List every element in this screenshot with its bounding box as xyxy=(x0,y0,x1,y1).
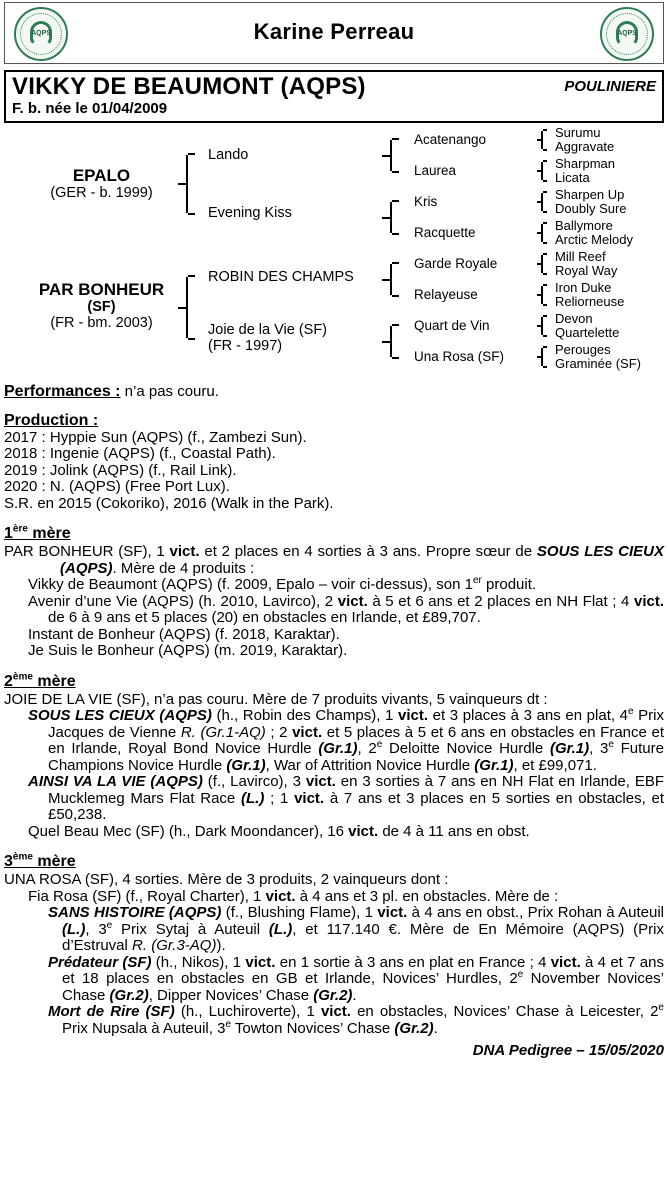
paragraph: JOIE DE LA VIE (SF), n’a pas couru. Mère de 7 produits vivants, 5 vainqueurs dt : xyxy=(4,690,548,708)
node-origin: (FR - 1997) xyxy=(208,338,283,354)
paragraph: Fia Rosa (SF) (f., Royal Charter), 1 vict. à 4 ans et 3 pl. en obstacles. Mère de : xyxy=(28,887,559,905)
bracket xyxy=(390,326,400,357)
birth-line: F. b. née le 01/04/2009 xyxy=(12,100,168,117)
mare3-heading: 3ème mère xyxy=(4,851,76,870)
document-footer: DNA Pedigree – 15/05/2020 xyxy=(472,1042,664,1059)
sire-origin: (GER - b. 1999) xyxy=(50,185,153,201)
mare2-heading: 2ème mère xyxy=(4,671,76,690)
bracket xyxy=(541,255,548,273)
performances-label: Performances : xyxy=(4,383,121,400)
paragraph: Quel Beau Mec (SF) (h., Dark Moondancer), 16 vict. de 4 à 11 ans en obst. xyxy=(28,822,530,840)
bracket xyxy=(390,140,400,171)
pedigree-node: Relayeuse xyxy=(414,287,478,302)
bracket xyxy=(541,286,548,304)
production-line: 2018 : Ingenie (AQPS) (f., Coastal Path). xyxy=(4,445,276,462)
production-section xyxy=(4,412,664,513)
paragraph: AINSI VA LA VIE (AQPS) (f., Lavirco), 3 vict. en 3 sorties à 7 ans en NH Flat en Irlande, EBF Mucklemeg Mars Flat Race (L.) ; 1 vict. à 7 ans et 3 places en 5 sorties en obstacles, et £50,238. xyxy=(28,773,664,823)
header xyxy=(4,2,664,64)
pedigree-node: Garde Royale xyxy=(414,256,498,271)
pedigree-pair: Mill Reef Royal Way xyxy=(555,249,618,278)
sire-name: EPALO xyxy=(72,166,131,185)
pedigree-node: Quart de Vin xyxy=(414,318,490,333)
horse-name: VIKKY DE BEAUMONT (AQPS) xyxy=(12,73,366,100)
pedigree-node: Evening Kiss xyxy=(208,205,292,221)
production-label: Production : xyxy=(4,411,99,429)
pedigree-sire xyxy=(19,167,184,201)
paragraph: Instant de Bonheur (AQPS) (f. 2018, Karaktar). xyxy=(28,625,340,643)
paragraph: Prédateur (SF) (h., Nikos), 1 vict. en 1 sortie à 3 ans en plat en France ; 4 vict. à 4 et 7 ans et 18 places en obstacles en GB et Irlande, Novices’ Hurdles, 2e November Novices’ Chase (Gr.2), Dipper Novices’ Chase (Gr.2). xyxy=(48,953,664,1004)
pedigree-pair: Sharpen Up Doubly Sure xyxy=(555,187,627,216)
pedigree-tree xyxy=(4,125,664,377)
pedigree-node: Lando xyxy=(208,147,249,163)
title-box xyxy=(4,70,664,123)
pedigree-dam xyxy=(19,281,184,331)
bracket xyxy=(186,155,196,213)
pedigree-node: Laurea xyxy=(414,163,457,178)
mare1-section xyxy=(4,525,664,660)
bracket xyxy=(541,224,548,242)
performances-text: n’a pas couru. xyxy=(120,383,219,400)
pedigree-pair: Surumu Aggravate xyxy=(555,125,615,154)
node-name: Joie de la Vie (SF) xyxy=(208,322,328,338)
bracket xyxy=(541,131,548,149)
paragraph: Mort de Rire (SF) (h., Luchiroverte), 1 vict. en obstacles, Novices’ Chase à Leicester, 2e Prix Nupsala à Auteuil, 3e Towton Novices’ Chase (Gr.2). xyxy=(48,1002,664,1037)
pedigree-node: Una Rosa (SF) xyxy=(414,349,505,364)
paragraph: SANS HISTOIRE (AQPS) (f., Blushing Flame), 1 vict. à 4 ans en obst., Prix Rohan à Auteuil (L.), 3e Prix Sytaj à Auteuil (L.), et 117.140 €. Mère de En Mémoire (AQPS) (Prix d’Estruval R. (Gr.3-AQ)). xyxy=(48,904,665,954)
seal-text: AQPS xyxy=(31,29,51,37)
paragraph: Vikky de Beaumont (AQPS) (f. 2009, Epalo – voir ci-dessus), son 1er produit. xyxy=(28,575,537,593)
production-line: S.R. en 2015 (Cokoriko), 2016 (Walk in the Park). xyxy=(4,494,334,512)
bracket xyxy=(541,317,548,335)
pedigree-pair: Ballymore Arctic Melody xyxy=(555,218,634,247)
bracket xyxy=(390,202,400,233)
aqps-logo-icon xyxy=(600,7,654,61)
seal-text: AQPS xyxy=(617,29,637,37)
mare1-heading: 1ère mère xyxy=(4,523,71,542)
status-label: POULINIERE xyxy=(564,78,656,95)
paragraph: Avenir d’une Vie (AQPS) (h. 2010, Lavirco), 2 vict. à 5 et 6 ans et 2 places en NH Flat ; 4 vict. de 6 à 9 ans et 5 places (20) en obstacles en Irlande, et £89,707. xyxy=(28,592,664,626)
aqps-logo-icon xyxy=(14,7,68,61)
pedigree-node: Kris xyxy=(414,194,438,209)
bracket xyxy=(186,277,196,338)
breeder-name: Karine Perreau xyxy=(253,19,415,44)
mare3-section xyxy=(4,853,664,1037)
pedigree-pair: Sharpman Licata xyxy=(555,156,615,185)
bracket xyxy=(541,193,548,211)
production-line: 2017 : Hyppie Sun (AQPS) (f., Zambezi Sun). xyxy=(4,428,307,446)
pedigree-node: Acatenango xyxy=(414,132,487,147)
bracket xyxy=(541,348,548,366)
dam-origin: (FR - bm. 2003) xyxy=(50,315,153,331)
dam-suffix: (SF) xyxy=(87,299,116,315)
pedigree-pair: Devon Quartelette xyxy=(555,311,620,340)
pedigree-node: Racquette xyxy=(414,225,476,240)
production-line: 2019 : Jolink (AQPS) (f., Rail Link). xyxy=(4,461,237,479)
mare2-section xyxy=(4,673,664,841)
pedigree-node: ROBIN DES CHAMPS xyxy=(208,269,354,285)
pedigree-node xyxy=(208,322,327,354)
dam-name: PAR BONHEUR xyxy=(38,280,165,299)
performances-line xyxy=(4,384,664,401)
pedigree-pair: Perouges Graminée (SF) xyxy=(555,342,641,371)
bracket xyxy=(390,264,400,295)
paragraph: UNA ROSA (SF), 4 sorties. Mère de 3 produits, 2 vainqueurs dont : xyxy=(4,871,449,888)
paragraph: Je Suis le Bonheur (AQPS) (m. 2019, Karaktar). xyxy=(28,642,348,659)
production-line: 2020 : N. (AQPS) (Free Port Lux). xyxy=(4,478,230,495)
paragraph: SOUS LES CIEUX (AQPS) (h., Robin des Champs), 1 vict. et 3 places à 3 ans en plat, 4e Prix Jacques de Vienne R. (Gr.1-AQ) ; 2 vict. et 5 places à 5 et 6 ans en obstacles en France et en Irlande, Royal Bond Novice Hurdle (Gr.1), 2e Deloitte Novice Hurdle (Gr.1), 3e Future Champions Novice Hurdle (Gr.1), War of Attrition Novice Hurdle (Gr.1), et £99,071. xyxy=(28,706,665,774)
bracket xyxy=(541,162,548,180)
paragraph: PAR BONHEUR (SF), 1 vict. et 2 places en 4 sorties à 3 ans. Propre sœur de SOUS LES CIEUX (AQPS). Mère de 4 produits : xyxy=(4,543,664,577)
pedigree-pair: Iron Duke Reliorneuse xyxy=(555,280,625,309)
